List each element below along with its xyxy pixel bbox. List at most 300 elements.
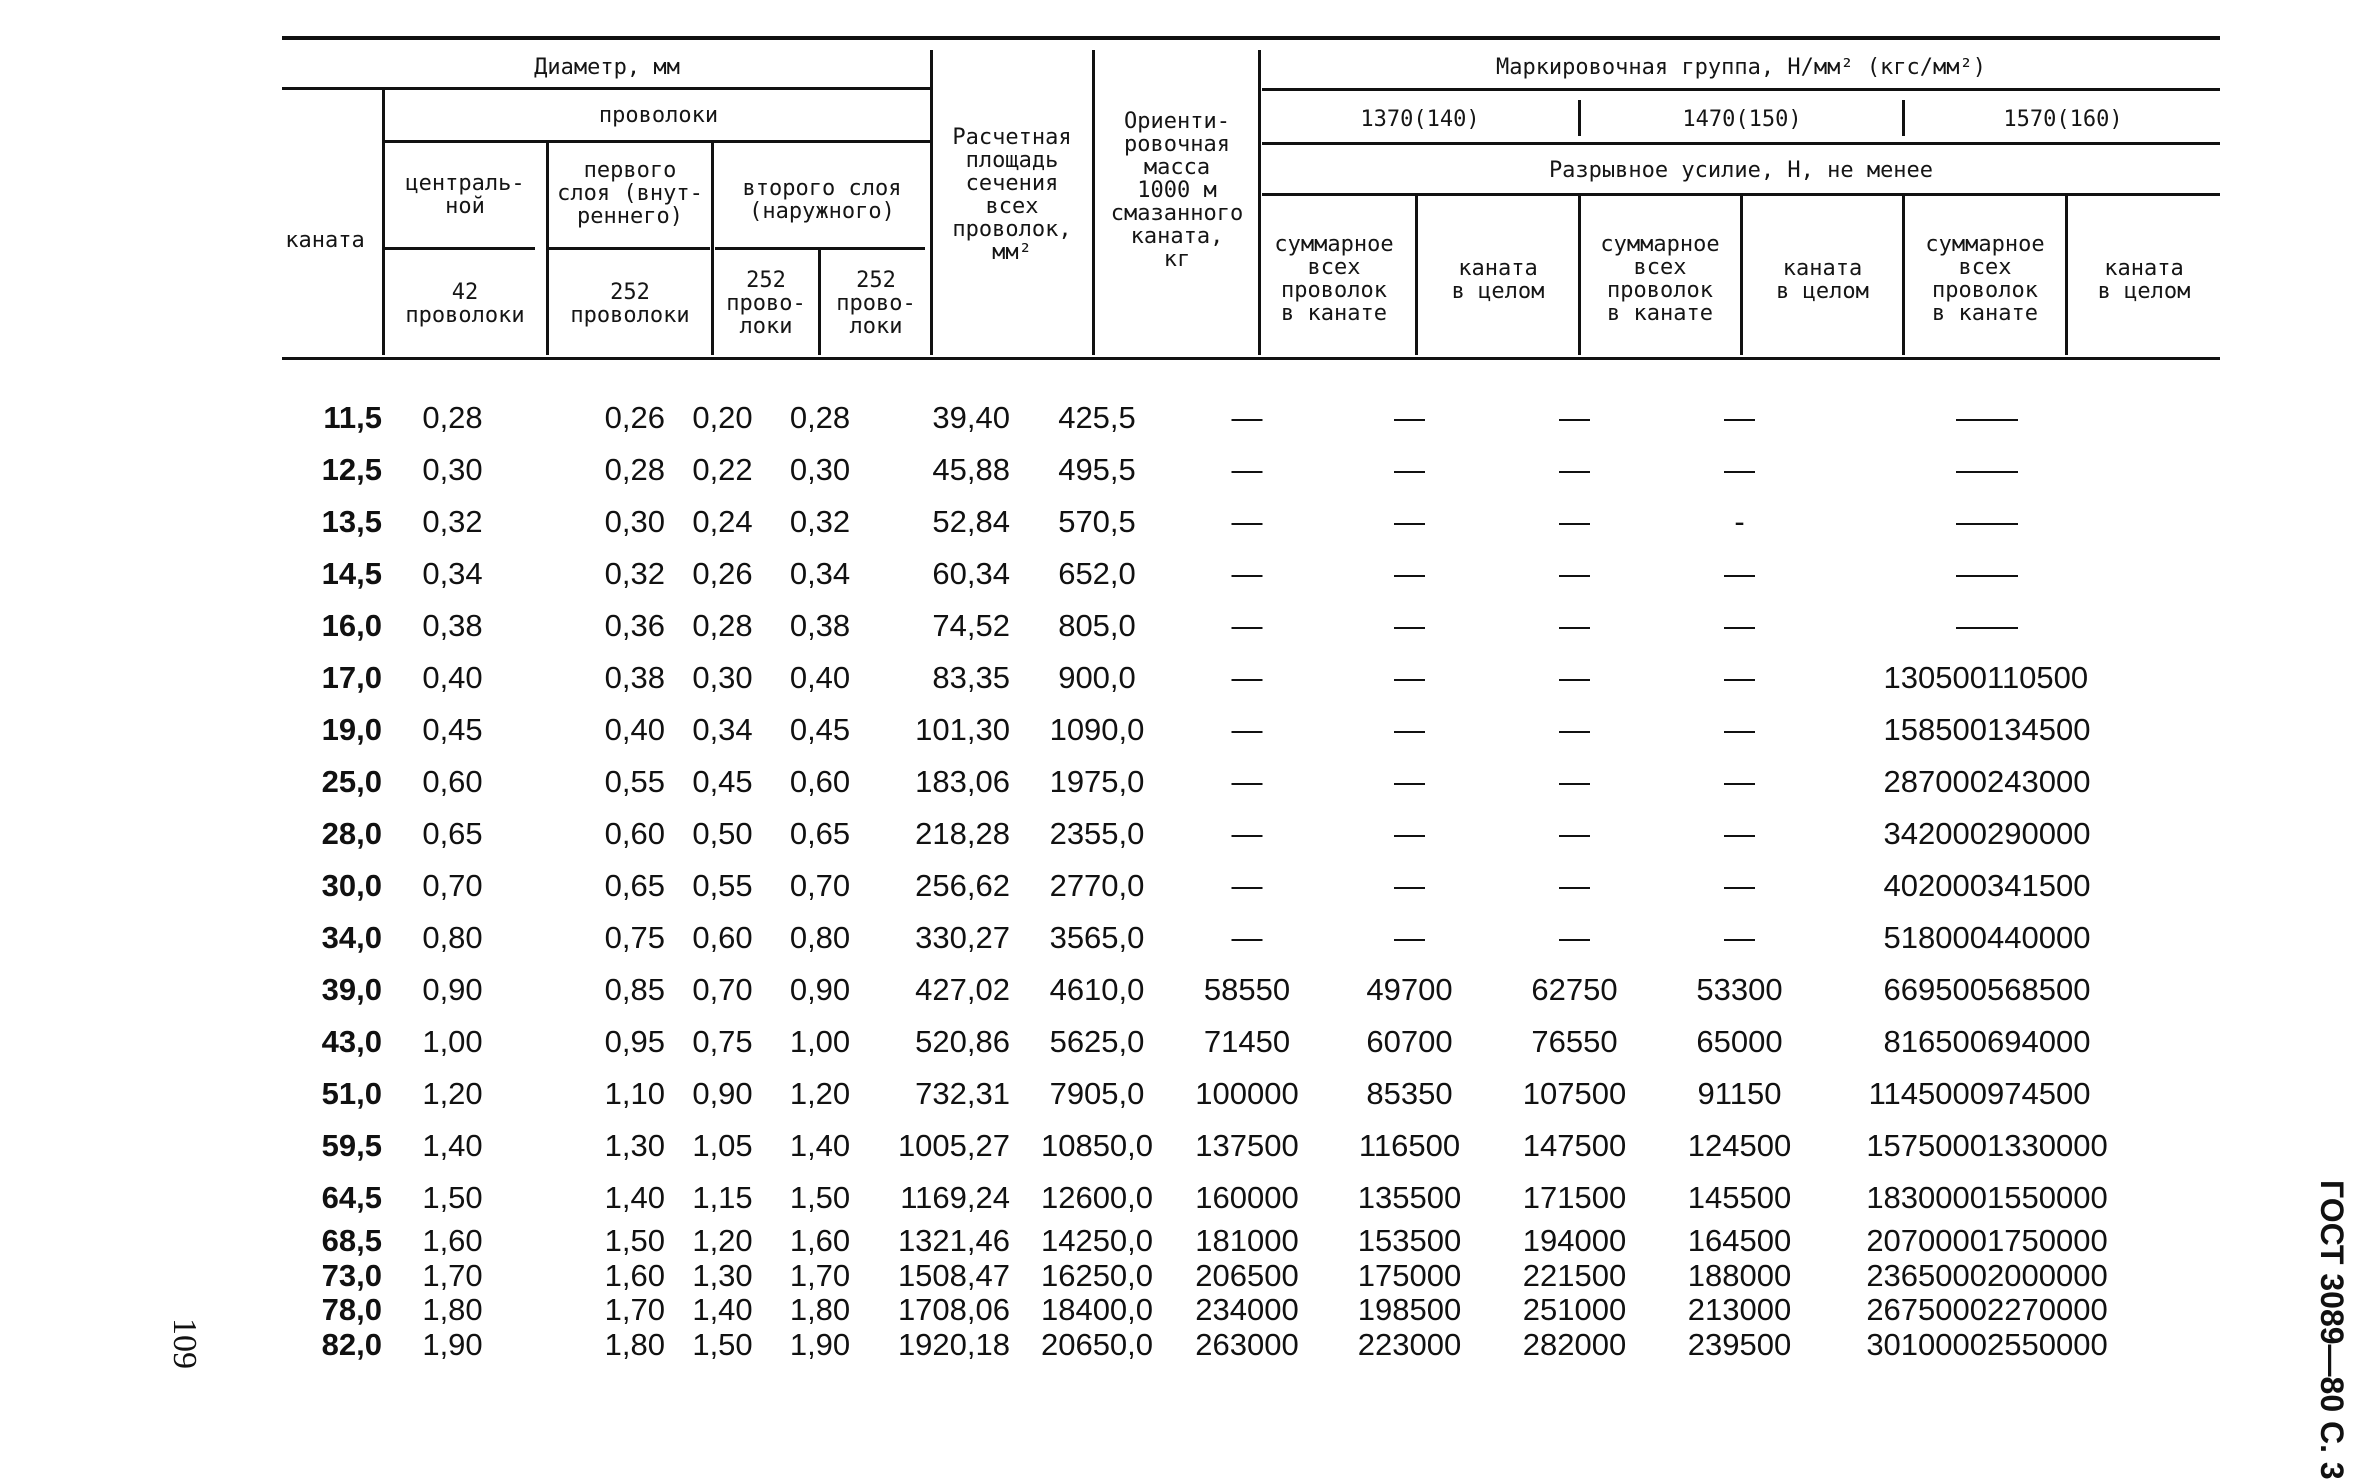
cell-g2-sum: 76550 bbox=[1531, 1024, 1618, 1059]
cell-first-layer-wire: 0,30 bbox=[604, 504, 665, 539]
cell-g2-sum: — bbox=[1559, 920, 1590, 955]
cell-g1-sum: 58550 bbox=[1203, 972, 1291, 1007]
table-row bbox=[282, 1224, 2108, 1259]
cell-rope-diameter: 13,5 bbox=[321, 504, 382, 539]
cell-first-layer-wire: 1,50 bbox=[604, 1223, 665, 1259]
table-row bbox=[282, 600, 2108, 652]
table-row bbox=[282, 756, 2108, 808]
cell-g1-rope: — bbox=[1394, 452, 1425, 487]
cell-second-layer-wire-a: 0,60 bbox=[692, 920, 753, 955]
cell-rope-diameter: 43,0 bbox=[321, 1024, 382, 1059]
rule-under-grades bbox=[1262, 142, 2220, 145]
cell-first-layer-wire: 1,70 bbox=[604, 1292, 665, 1328]
cell-second-layer-wire-a: 0,22 bbox=[692, 452, 753, 487]
cell-second-layer-wire-a: 0,30 bbox=[692, 660, 753, 695]
cell-central-wire: 0,80 bbox=[422, 920, 483, 955]
cell-rope-diameter: 19,0 bbox=[321, 712, 382, 747]
cell-mass: 20650,0 bbox=[1040, 1326, 1154, 1362]
cell-mass: 7905,0 bbox=[1049, 1076, 1145, 1111]
cell-section-area: 45,88 bbox=[932, 452, 1010, 487]
cell-g2-rope: - bbox=[1734, 504, 1745, 539]
cell-rope-diameter: 39,0 bbox=[321, 972, 382, 1007]
cell-second-layer-wire-b: 0,80 bbox=[789, 920, 851, 955]
cell-first-layer-wire: 0,95 bbox=[604, 1024, 665, 1059]
cell-section-area: 427,02 bbox=[915, 972, 1010, 1007]
cell-second-layer-wire-b: 0,38 bbox=[789, 608, 851, 643]
cell-g3-rope: 694000 bbox=[1987, 1024, 2091, 1059]
cell-g2-rope: — bbox=[1724, 608, 1755, 643]
cell-g1-rope: — bbox=[1394, 712, 1425, 747]
cell-second-layer-wire-a: 1,15 bbox=[692, 1180, 753, 1215]
cell-g1-rope: — bbox=[1394, 764, 1425, 799]
header-bottom-rule bbox=[282, 357, 2220, 360]
cell-second-layer-wire-a: 0,90 bbox=[692, 1076, 753, 1111]
cell-g3-rope: 974500 bbox=[1987, 1076, 2091, 1111]
header-central: централь- ной bbox=[405, 171, 525, 219]
cell-first-layer-wire: 1,30 bbox=[604, 1128, 665, 1163]
cell-g1-sum: 100000 bbox=[1195, 1076, 1299, 1111]
cell-g1-rope: — bbox=[1394, 556, 1425, 591]
table-row bbox=[282, 652, 2108, 704]
cell-mass: 5625,0 bbox=[1049, 1024, 1145, 1059]
cell-rope-diameter: 59,5 bbox=[321, 1128, 382, 1163]
cell-g1-sum: 234000 bbox=[1195, 1292, 1299, 1328]
cell-g1-sum: 263000 bbox=[1195, 1326, 1299, 1362]
cell-g2-rope: — bbox=[1724, 556, 1755, 591]
cell-g2-rope: — bbox=[1724, 764, 1755, 799]
cell-g3-rope: 440000 bbox=[1987, 920, 2091, 955]
header-first-layer: первого слоя (внут- реннего) bbox=[557, 157, 703, 229]
cell-mass: 2355,0 bbox=[1049, 816, 1145, 851]
cell-second-layer-wire-b: 0,40 bbox=[789, 660, 851, 695]
cell-second-layer-wire-a: 0,28 bbox=[692, 608, 753, 643]
cell-g3-sum: 1830000 bbox=[1866, 1180, 1987, 1215]
cell-g2-rope: 124500 bbox=[1687, 1128, 1792, 1163]
page-number: 109 bbox=[166, 1318, 203, 1369]
cell-g3-rope: 1330000 bbox=[1987, 1128, 2108, 1163]
table-row bbox=[282, 704, 2108, 756]
cell-g1-rope: 116500 bbox=[1358, 1128, 1461, 1163]
cell-rope-diameter: 30,0 bbox=[321, 868, 382, 903]
cell-g1-sum: — bbox=[1231, 868, 1263, 903]
cell-second-layer-wire-b: 0,60 bbox=[789, 764, 851, 799]
cell-section-area: 1169,24 bbox=[900, 1180, 1010, 1215]
cell-section-area: 39,40 bbox=[932, 400, 1010, 435]
cell-g1-rope: 175000 bbox=[1357, 1257, 1462, 1293]
cell-first-layer-wire: 0,85 bbox=[604, 972, 665, 1007]
cell-mass: 10850,0 bbox=[1040, 1128, 1154, 1163]
cell-g2-rope: 164500 bbox=[1687, 1223, 1792, 1259]
cell-g3-rope: — bbox=[1987, 504, 2018, 539]
cell-g1-rope: 198500 bbox=[1357, 1292, 1462, 1328]
cell-g3-rope: — bbox=[1987, 400, 2018, 435]
cell-central-wire: 0,30 bbox=[422, 452, 483, 487]
cell-g1-sum: — bbox=[1231, 504, 1263, 539]
cell-second-layer-wire-b: 0,30 bbox=[789, 452, 851, 487]
cell-g2-sum: — bbox=[1559, 868, 1590, 903]
cell-second-layer-wire-b: 0,34 bbox=[789, 556, 851, 591]
cell-g2-rope: 239500 bbox=[1687, 1326, 1792, 1362]
cell-second-layer-wire-b: 1,70 bbox=[789, 1257, 851, 1293]
header-area: Расчетная площадь сечения всех проволок, мм² bbox=[952, 125, 1072, 265]
cell-g1-sum: 206500 bbox=[1195, 1257, 1299, 1293]
cell-section-area: 74,52 bbox=[932, 608, 1010, 643]
rope-data-table bbox=[282, 392, 2108, 1362]
cell-central-wire: 1,80 bbox=[422, 1292, 483, 1328]
table-body bbox=[282, 392, 2108, 1362]
cell-mass: 2770,0 bbox=[1049, 868, 1145, 903]
cell-g3-sum: 2675000 bbox=[1866, 1292, 1987, 1328]
cell-mass: 1090,0 bbox=[1049, 712, 1145, 747]
cell-g2-sum: 194000 bbox=[1522, 1223, 1627, 1259]
cell-g1-rope: — bbox=[1394, 868, 1425, 903]
cell-second-layer-wire-a: 0,26 bbox=[692, 556, 753, 591]
cell-central-wire: 1,20 bbox=[422, 1076, 483, 1111]
cell-section-area: 256,62 bbox=[915, 868, 1010, 903]
cell-g3-rope: 110500 bbox=[1987, 660, 2089, 695]
cell-mass: 18400,0 bbox=[1040, 1292, 1154, 1328]
cell-second-layer-wire-b: 0,28 bbox=[789, 400, 851, 435]
cell-g2-rope: 53300 bbox=[1696, 972, 1783, 1007]
cell-central-wire: 0,32 bbox=[422, 504, 483, 539]
cell-central-wire: 0,40 bbox=[422, 660, 483, 695]
cell-g3-rope: 290000 bbox=[1987, 816, 2091, 851]
cell-mass: 425,5 bbox=[1058, 400, 1136, 435]
cell-mass: 14250,0 bbox=[1040, 1223, 1154, 1259]
rule-under-wires bbox=[385, 140, 932, 143]
cell-g1-rope: 60700 bbox=[1366, 1024, 1453, 1059]
table-row bbox=[282, 1120, 2108, 1172]
table-row bbox=[282, 1016, 2108, 1068]
header-count-central: 42 проволоки bbox=[405, 280, 525, 328]
cell-central-wire: 0,70 bbox=[422, 868, 483, 903]
cell-g2-sum: — bbox=[1559, 452, 1590, 487]
table-row bbox=[282, 964, 2108, 1016]
cell-section-area: 520,86 bbox=[915, 1024, 1010, 1059]
cell-first-layer-wire: 1,40 bbox=[604, 1180, 665, 1215]
cell-g2-rope: 65000 bbox=[1696, 1024, 1783, 1059]
cell-g2-rope: — bbox=[1724, 868, 1755, 903]
cell-g1-sum: — bbox=[1231, 712, 1263, 747]
standard-code: ГОСТ 3089—80 С. 3 bbox=[2314, 1180, 2350, 1480]
cell-first-layer-wire: 0,36 bbox=[604, 608, 665, 643]
cell-g2-sum: — bbox=[1559, 712, 1590, 747]
cell-g3-sum: 2070000 bbox=[1866, 1223, 1987, 1259]
cell-central-wire: 0,65 bbox=[422, 816, 483, 851]
cell-g1-rope: — bbox=[1394, 504, 1425, 539]
cell-g3-rope: 134500 bbox=[1987, 712, 2091, 747]
cell-mass: 570,5 bbox=[1058, 504, 1136, 539]
cell-central-wire: 1,70 bbox=[422, 1257, 483, 1293]
cell-second-layer-wire-b: 0,70 bbox=[789, 868, 851, 903]
cell-second-layer-wire-a: 0,70 bbox=[692, 972, 753, 1007]
table-row bbox=[282, 912, 2108, 964]
cell-g3-sum: 158500 bbox=[1883, 712, 1987, 747]
cell-g2-sum: — bbox=[1559, 816, 1590, 851]
cell-first-layer-wire: 0,32 bbox=[604, 556, 665, 591]
cell-g2-sum: 282000 bbox=[1522, 1326, 1627, 1362]
cell-g3-sum: 518000 bbox=[1883, 920, 1987, 955]
cell-second-layer-wire-b: 1,00 bbox=[789, 1024, 851, 1059]
cell-second-layer-wire-a: 1,05 bbox=[692, 1128, 753, 1163]
cell-second-layer-wire-b: 1,80 bbox=[789, 1292, 851, 1328]
cell-g3-rope: 2270000 bbox=[1987, 1292, 2108, 1328]
cell-g3-sum: — bbox=[1956, 608, 1987, 643]
cell-rope-diameter: 34,0 bbox=[321, 920, 382, 955]
cell-section-area: 183,06 bbox=[915, 764, 1010, 799]
cell-first-layer-wire: 1,80 bbox=[604, 1326, 665, 1362]
cell-g2-sum: 147500 bbox=[1522, 1128, 1627, 1163]
cell-g2-sum: 251000 bbox=[1522, 1292, 1627, 1328]
cell-second-layer-wire-a: 0,34 bbox=[692, 712, 753, 747]
cell-g3-sum: 402000 bbox=[1883, 868, 1987, 903]
cell-second-layer-wire-a: 0,55 bbox=[692, 868, 753, 903]
rule-under-first bbox=[548, 247, 710, 250]
header-rope: каната bbox=[285, 227, 365, 253]
cell-first-layer-wire: 0,40 bbox=[604, 712, 665, 747]
cell-rope-diameter: 25,0 bbox=[321, 764, 382, 799]
cell-g3-sum: 1575000 bbox=[1866, 1128, 1987, 1163]
cell-rope-diameter: 12,5 bbox=[321, 452, 382, 487]
cell-g1-sum: — bbox=[1231, 660, 1263, 695]
cell-rope-diameter: 78,0 bbox=[321, 1292, 382, 1328]
header-sum-wires-3: суммарное всех проволок в канате bbox=[1925, 232, 2045, 326]
cell-g3-sum: — bbox=[1956, 504, 1987, 539]
cell-first-layer-wire: 0,65 bbox=[604, 868, 665, 903]
top-rule bbox=[282, 36, 2220, 40]
vline-grade-1-2 bbox=[1578, 100, 1581, 136]
cell-rope-diameter: 51,0 bbox=[321, 1076, 382, 1111]
cell-first-layer-wire: 0,38 bbox=[604, 660, 665, 695]
cell-g3-rope: 2550000 bbox=[1987, 1326, 2108, 1362]
cell-first-layer-wire: 0,55 bbox=[604, 764, 665, 799]
cell-second-layer-wire-a: 1,40 bbox=[692, 1292, 753, 1328]
header-grade-1470: 1470(150) bbox=[1682, 106, 1802, 132]
header-rope-whole-1: каната в целом bbox=[1451, 256, 1545, 304]
cell-central-wire: 1,50 bbox=[422, 1180, 483, 1215]
cell-section-area: 1708,06 bbox=[897, 1292, 1010, 1328]
cell-second-layer-wire-b: 0,32 bbox=[789, 504, 851, 539]
cell-second-layer-wire-b: 1,20 bbox=[789, 1076, 851, 1111]
cell-g1-sum: — bbox=[1231, 920, 1263, 955]
cell-g3-sum: 3010000 bbox=[1866, 1326, 1987, 1362]
header-count-first: 252 проволоки bbox=[570, 280, 690, 328]
cell-rope-diameter: 16,0 bbox=[321, 608, 382, 643]
table-row bbox=[282, 392, 2108, 444]
cell-g1-sum: 71450 bbox=[1203, 1024, 1291, 1059]
cell-g1-sum: — bbox=[1231, 764, 1263, 799]
cell-g3-rope: 243000 bbox=[1987, 764, 2091, 799]
cell-g2-rope: — bbox=[1724, 816, 1755, 851]
cell-g3-sum: — bbox=[1956, 556, 1987, 591]
rule-under-central bbox=[385, 247, 535, 250]
header-grade-1570: 1570(160) bbox=[2003, 106, 2123, 132]
cell-central-wire: 0,45 bbox=[422, 712, 483, 747]
cell-mass: 3565,0 bbox=[1049, 920, 1145, 955]
cell-g2-rope: 213000 bbox=[1687, 1292, 1792, 1328]
cell-g1-rope: 85350 bbox=[1366, 1076, 1453, 1111]
cell-section-area: 60,34 bbox=[932, 556, 1010, 591]
table-row bbox=[282, 444, 2108, 496]
cell-g1-sum: — bbox=[1231, 608, 1263, 643]
header-sum-wires-1: суммарное всех проволок в канате bbox=[1274, 232, 1394, 326]
cell-central-wire: 0,28 bbox=[422, 400, 483, 435]
cell-first-layer-wire: 0,75 bbox=[604, 920, 665, 955]
cell-section-area: 218,28 bbox=[915, 816, 1010, 851]
cell-section-area: 1508,47 bbox=[897, 1257, 1010, 1293]
cell-second-layer-wire-b: 1,60 bbox=[789, 1223, 851, 1259]
cell-g2-rope: — bbox=[1724, 920, 1755, 955]
cell-g1-sum: 137500 bbox=[1195, 1128, 1299, 1163]
cell-section-area: 101,30 bbox=[915, 712, 1010, 747]
cell-g1-sum: — bbox=[1231, 556, 1263, 591]
cell-mass: 900,0 bbox=[1058, 660, 1136, 695]
cell-second-layer-wire-b: 0,45 bbox=[789, 712, 851, 747]
cell-g1-sum: — bbox=[1231, 816, 1263, 851]
header-marking-group: Маркировочная группа, Н/мм² (кгс/мм²) bbox=[1495, 54, 1987, 80]
cell-g3-sum: — bbox=[1956, 452, 1987, 487]
cell-g3-sum: 816500 bbox=[1883, 1024, 1987, 1059]
table-row bbox=[282, 1293, 2108, 1328]
cell-g1-rope: — bbox=[1394, 400, 1425, 435]
cell-second-layer-wire-b: 1,90 bbox=[789, 1326, 851, 1362]
header-rope-whole-2: каната в целом bbox=[1776, 256, 1869, 304]
cell-g3-sum: 669500 bbox=[1883, 972, 1987, 1007]
cell-g2-sum: — bbox=[1559, 504, 1590, 539]
header-count-second-b: 252 прово- локи bbox=[836, 267, 916, 339]
table-row bbox=[282, 1328, 2108, 1363]
table-row bbox=[282, 1259, 2108, 1294]
cell-second-layer-wire-b: 1,50 bbox=[789, 1180, 851, 1215]
cell-central-wire: 0,34 bbox=[422, 556, 483, 591]
cell-g1-rope: — bbox=[1394, 816, 1425, 851]
table-row bbox=[282, 1068, 2108, 1120]
cell-g2-sum: 107500 bbox=[1522, 1076, 1627, 1111]
table-row bbox=[282, 808, 2108, 860]
cell-g2-sum: 221500 bbox=[1522, 1257, 1627, 1293]
header-breaking-force: Разрывное усилие, Н, не менее bbox=[1548, 157, 1934, 183]
header-wires: проволоки bbox=[598, 102, 719, 128]
cell-rope-diameter: 82,0 bbox=[321, 1326, 382, 1362]
cell-second-layer-wire-a: 0,45 bbox=[692, 764, 753, 799]
header-grade-1370: 1370(140) bbox=[1360, 106, 1480, 132]
cell-g3-rope: 341500 bbox=[1987, 868, 2091, 903]
cell-g2-rope: 145500 bbox=[1687, 1180, 1792, 1215]
cell-second-layer-wire-a: 1,30 bbox=[692, 1257, 753, 1293]
cell-g2-rope: — bbox=[1724, 452, 1755, 487]
cell-g2-sum: — bbox=[1559, 556, 1590, 591]
cell-g1-rope: 223000 bbox=[1357, 1326, 1462, 1362]
cell-g3-rope: — bbox=[1987, 608, 2018, 643]
cell-g2-sum: 62750 bbox=[1531, 972, 1618, 1007]
cell-g3-rope: 1750000 bbox=[1987, 1223, 2108, 1259]
table-row bbox=[282, 1172, 2108, 1224]
cell-g2-sum: — bbox=[1559, 400, 1590, 435]
cell-second-layer-wire-b: 0,90 bbox=[789, 972, 851, 1007]
cell-first-layer-wire: 0,28 bbox=[604, 452, 665, 487]
cell-central-wire: 0,90 bbox=[422, 972, 483, 1007]
cell-rope-diameter: 73,0 bbox=[321, 1257, 382, 1293]
cell-second-layer-wire-a: 0,75 bbox=[692, 1024, 753, 1059]
rule-under-marking bbox=[1262, 88, 2220, 91]
cell-mass: 1975,0 bbox=[1049, 764, 1145, 799]
cell-first-layer-wire: 1,10 bbox=[604, 1076, 665, 1111]
cell-g3-sum: 342000 bbox=[1883, 816, 1987, 851]
header-sum-wires-2: суммарное всех проволок в канате bbox=[1600, 232, 1720, 326]
cell-g2-sum: — bbox=[1559, 764, 1590, 799]
cell-section-area: 330,27 bbox=[915, 920, 1010, 955]
header-diameter: Диаметр, мм bbox=[534, 54, 680, 80]
cell-first-layer-wire: 0,60 bbox=[604, 816, 665, 851]
cell-g3-rope: — bbox=[1987, 452, 2018, 487]
cell-section-area: 1005,27 bbox=[897, 1128, 1010, 1163]
cell-g3-sum: — bbox=[1956, 400, 1987, 435]
cell-section-area: 83,35 bbox=[932, 660, 1010, 695]
cell-second-layer-wire-b: 1,40 bbox=[789, 1128, 851, 1163]
cell-mass: 16250,0 bbox=[1040, 1257, 1154, 1293]
cell-rope-diameter: 17,0 bbox=[321, 660, 382, 695]
cell-g1-sum: 160000 bbox=[1195, 1180, 1299, 1215]
cell-rope-diameter: 28,0 bbox=[321, 816, 382, 851]
cell-g1-rope: 135500 bbox=[1357, 1180, 1462, 1215]
cell-section-area: 732,31 bbox=[915, 1076, 1010, 1111]
cell-g2-rope: 188000 bbox=[1687, 1257, 1792, 1293]
table-row bbox=[282, 860, 2108, 912]
cell-second-layer-wire-a: 0,20 bbox=[692, 400, 753, 435]
cell-central-wire: 1,60 bbox=[422, 1223, 483, 1259]
cell-g2-sum: 171500 bbox=[1522, 1180, 1627, 1215]
cell-g2-sum: — bbox=[1559, 608, 1590, 643]
cell-g1-rope: — bbox=[1394, 608, 1425, 643]
cell-first-layer-wire: 0,26 bbox=[604, 400, 665, 435]
cell-second-layer-wire-a: 1,50 bbox=[692, 1326, 753, 1362]
vline-grade-2-3 bbox=[1902, 100, 1905, 136]
cell-first-layer-wire: 1,60 bbox=[604, 1257, 665, 1293]
header-rope-whole-3: каната в целом bbox=[2097, 256, 2191, 304]
cell-g2-rope: — bbox=[1724, 660, 1755, 695]
cell-rope-diameter: 11,5 bbox=[323, 400, 382, 435]
cell-mass: 805,0 bbox=[1058, 608, 1136, 643]
cell-g3-rope: — bbox=[1987, 556, 2018, 591]
cell-mass: 495,5 bbox=[1058, 452, 1136, 487]
cell-g1-rope: — bbox=[1394, 920, 1425, 955]
cell-second-layer-wire-a: 1,20 bbox=[692, 1223, 753, 1259]
table-row bbox=[282, 496, 2108, 548]
cell-rope-diameter: 68,5 bbox=[321, 1223, 382, 1259]
cell-g1-sum: — bbox=[1231, 452, 1263, 487]
cell-central-wire: 1,00 bbox=[422, 1024, 483, 1059]
cell-g1-sum: — bbox=[1231, 400, 1263, 435]
header-mass: Ориенти- ровочная масса 1000 м смазанного каната, кг bbox=[1110, 108, 1244, 272]
cell-g2-rope: 91150 bbox=[1697, 1076, 1782, 1111]
cell-section-area: 1920,18 bbox=[897, 1326, 1010, 1362]
cell-g3-rope: 2000000 bbox=[1987, 1257, 2108, 1293]
cell-section-area: 1321,46 bbox=[897, 1223, 1010, 1259]
cell-central-wire: 0,60 bbox=[422, 764, 483, 799]
cell-g1-rope: 153500 bbox=[1357, 1223, 1462, 1259]
cell-g3-sum: 1145000 bbox=[1868, 1076, 1987, 1111]
cell-central-wire: 1,40 bbox=[422, 1128, 483, 1163]
cell-mass: 12600,0 bbox=[1040, 1180, 1154, 1215]
header-count-second-a: 252 прово- локи bbox=[726, 267, 806, 339]
cell-central-wire: 0,38 bbox=[422, 608, 483, 643]
cell-g2-rope: — bbox=[1724, 712, 1755, 747]
cell-central-wire: 1,90 bbox=[422, 1326, 483, 1362]
cell-mass: 652,0 bbox=[1058, 556, 1136, 591]
cell-g1-sum: 181000 bbox=[1195, 1223, 1299, 1259]
cell-mass: 4610,0 bbox=[1049, 972, 1145, 1007]
cell-g1-rope: — bbox=[1394, 660, 1425, 695]
